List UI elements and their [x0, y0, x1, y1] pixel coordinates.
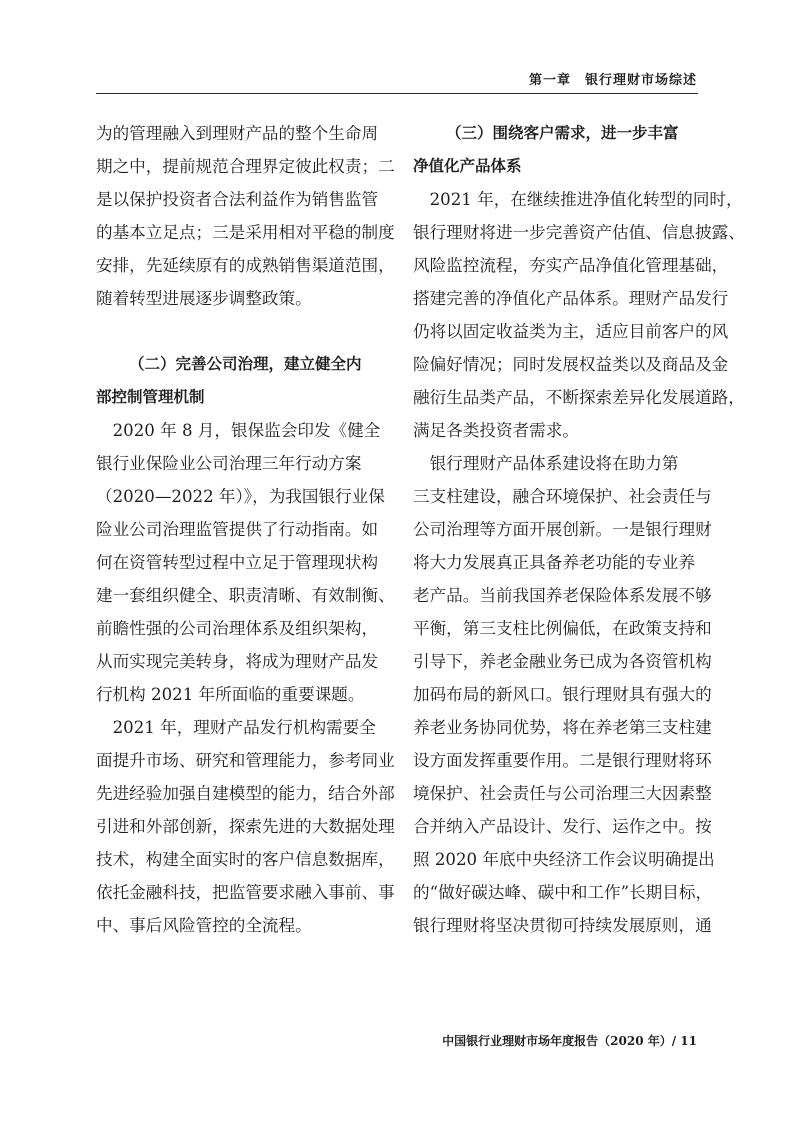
heading-line: 净值化产品体系 — [413, 157, 522, 175]
text-line: 何在资管转型过程中立足于管理现状构 — [96, 553, 379, 572]
text-line: 合并纳入产品设计、发行、运作之中。按 — [413, 817, 712, 836]
text-line: 的“做好碳达峰、碳中和工作”长期目标， — [413, 883, 713, 902]
text-line: 风险监控流程，夯实产品净值化管理基础， — [413, 256, 729, 275]
text-line: 为的管理融入到理财产品的整个生命周 — [96, 124, 379, 143]
text-line: 先进经验加强自建模型的能力，结合外部 — [96, 784, 395, 803]
paragraph — [413, 447, 715, 942]
text-line: 银行业保险业公司治理三年行动方案 — [96, 454, 362, 473]
text-line: 养老业务协同优势，将在养老第三支柱建 — [413, 718, 712, 737]
text-line: 加码布局的新风口。银行理财具有强大的 — [413, 685, 712, 704]
text-line: 引导下，养老金融业务已成为各资管机构 — [413, 652, 712, 671]
text-line: 中、事后风险管控的全流程。 — [96, 916, 312, 935]
text-line: （2020—2022 年）》，为我国银行业保 — [96, 487, 385, 506]
text-line: 行机构 2021 年所面临的重要课题。 — [96, 685, 365, 704]
text-line: 平衡，第三支柱比例偏低，在政策支持和 — [413, 619, 712, 638]
text-line: 银行理财将进一步完善资产估值、信息披露、 — [413, 223, 745, 242]
text-line: 仍将以固定收益类为主，适应目前客户的风 — [413, 322, 729, 341]
text-line: 安排，先延续原有的成熟销售渠道范围， — [96, 256, 395, 275]
text-line: 照 2020 年底中央经济工作会议明确提出 — [413, 850, 715, 869]
text-line: 依托金融科技，把监管要求融入事前、事 — [96, 883, 395, 902]
text-line: 2021 年，在继续推进净值化转型的同时， — [413, 190, 743, 209]
text-line: 境保护、社会责任与公司治理三大因素整 — [413, 784, 712, 803]
text-line: 从而实现完美转身，将成为理财产品发 — [96, 652, 379, 671]
text-line: 三支柱建设，融合环境保护、社会责任与 — [413, 487, 712, 506]
section-spacer — [96, 315, 380, 348]
text-line: 公司治理等方面开展创新。一是银行理财 — [413, 520, 712, 539]
text-line: 融衍生品类产品，不断探索差异化发展道路， — [413, 388, 745, 407]
text-line: 建一套组织健全、职责清晰、有效制衡、 — [96, 586, 395, 605]
heading-line: 部控制管理机制 — [96, 388, 205, 406]
text-line: 的基本立足点；三是采用相对平稳的制度 — [96, 223, 395, 242]
text-line: 搭建完善的净值化产品体系。理财产品发行 — [413, 289, 729, 308]
text-line: 前瞻性强的公司治理体系及组织架构， — [96, 619, 379, 638]
section-heading — [96, 348, 380, 414]
text-line: 2020 年 8 月，银保监会印发《健全 — [96, 421, 381, 440]
text-line: 引进和外部创新，探索先进的大数据处理 — [96, 817, 395, 836]
heading-line: （二）完善公司治理，建立健全内 — [129, 355, 362, 373]
text-line: 面提升市场、研究和管理能力，参考同业 — [96, 751, 395, 770]
paragraph — [96, 117, 395, 315]
text-line: 银行理财将坚决贯彻可持续发展原则，通 — [413, 916, 712, 935]
page-footer: 中国银行业理财市场年度报告（2020 年）/ 11 — [442, 1034, 697, 1048]
text-line: 满足各类投资者需求。 — [413, 421, 579, 440]
left-column — [96, 117, 395, 942]
text-line: 随着转型进展逐步调整政策。 — [96, 289, 312, 308]
paragraph — [96, 414, 395, 711]
section-heading — [413, 117, 697, 183]
text-line: 技术，构建全面实时的客户信息数据库， — [96, 850, 395, 869]
heading-line: （三）围绕客户需求，进一步丰富 — [446, 124, 679, 142]
text-line: 期之中，提前规范合理界定彼此权责；二 — [96, 157, 395, 176]
text-line: 险偏好情况；同时发展权益类以及商品及金 — [413, 355, 729, 374]
right-column — [413, 117, 745, 942]
text-line: 是以保护投资者合法利益作为销售监管 — [96, 190, 379, 209]
text-line: 险业公司治理监管提供了行动指南。如 — [96, 520, 379, 539]
chapter-title: 第一章 银行理财市场综述 — [528, 73, 697, 88]
paragraph — [413, 183, 745, 447]
text-line: 银行理财产品体系建设将在助力第 — [413, 454, 679, 473]
text-line: 将大力发展真正具备养老功能的专业养 — [413, 553, 696, 572]
header-divider — [96, 93, 698, 94]
text-line: 设方面发挥重要作用。二是银行理财将环 — [413, 751, 712, 770]
text-line: 2021 年，理财产品发行机构需要全 — [96, 718, 376, 737]
text-line: 老产品。当前我国养老保险体系发展不够 — [413, 586, 712, 605]
paragraph — [96, 711, 395, 942]
